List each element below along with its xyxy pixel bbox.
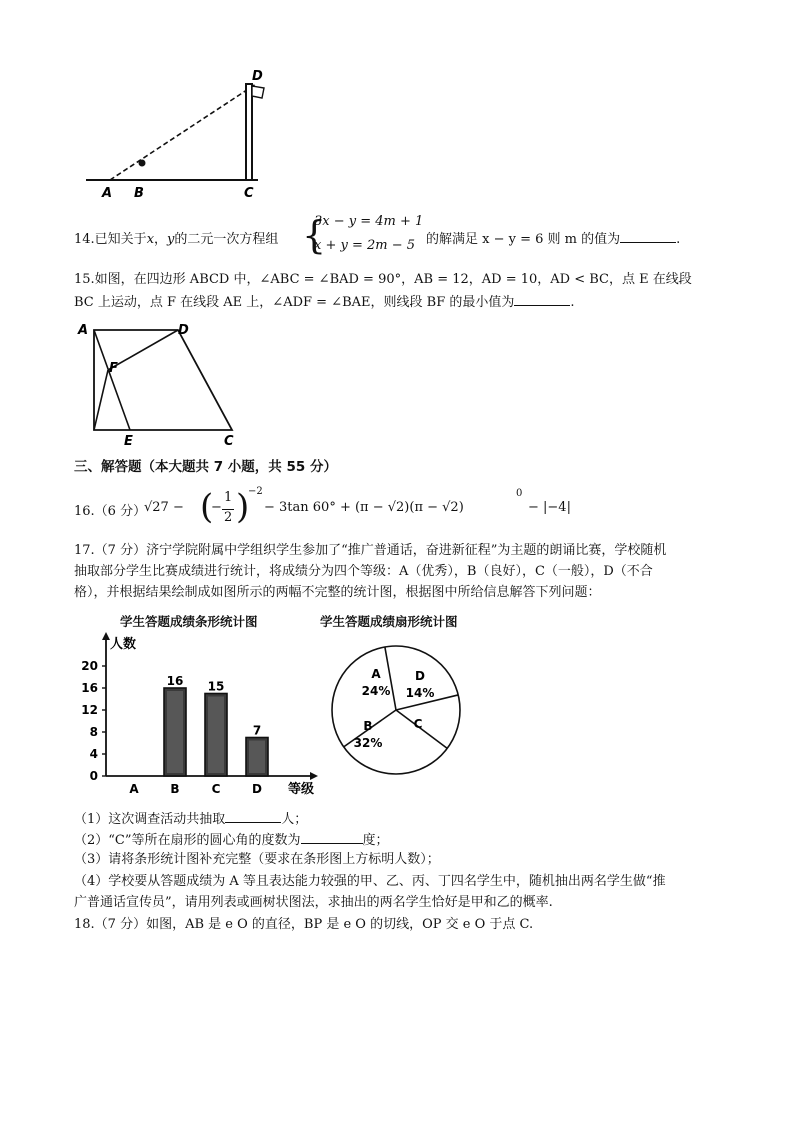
pie-slice-label-A: A <box>371 667 381 681</box>
q14-condition: 的解满足 x − y = 6 则 m 的值为 <box>426 232 621 247</box>
q17-sub1-b: 人； <box>281 812 308 827</box>
post <box>246 84 252 180</box>
q16-exp2: 0 <box>516 488 523 499</box>
label-E: E <box>124 434 133 449</box>
q14-var-y: y <box>167 232 175 247</box>
x-axis-arrow <box>310 772 318 780</box>
y-tick-label: 4 <box>89 747 98 761</box>
q15-line2-wrap <box>74 291 574 313</box>
bar-texture <box>167 691 183 773</box>
q17-line3: 格），并根据结果绘制成如图所示的两幅不完整的统计图，根据图中所给信息解答下列问题： <box>74 585 601 600</box>
q17-sub4-line1: （4）学校要从答题成绩为 A 等且表达能力较强的甲、乙、丙、丁四名学生中，随机抽出两名学生做“推 <box>74 874 666 889</box>
pie-percent-label: 14% <box>405 686 435 700</box>
q16-expr-a: √27 − <box>144 500 184 515</box>
q14-answer-blank[interactable] <box>620 228 676 243</box>
pie-slice-label-C: C <box>413 717 423 731</box>
label-D: D <box>178 323 189 338</box>
label-A: A <box>78 323 89 338</box>
question-16 <box>74 486 634 530</box>
segment-DF <box>108 330 178 370</box>
y-tick-label: 0 <box>89 769 98 783</box>
sight-line <box>110 84 256 180</box>
q16-expr-b: − 3tan 60° + (π − √2)(π − √2) <box>264 500 464 515</box>
q15-answer-blank[interactable] <box>514 291 570 306</box>
q17-sub2-blank[interactable] <box>301 829 363 844</box>
bar-value-label: 16 <box>166 674 184 688</box>
q18-text: 18.（7 分）如图，AB 是 e O 的直径，BP 是 e O 的切线，OP 交 e O 于点 C. <box>74 917 534 932</box>
y-axis-label: 人数 <box>110 637 137 652</box>
pie-chart <box>326 640 466 780</box>
pie-percent-label: 32% <box>353 736 383 750</box>
q16-frac-den: 2 <box>224 510 233 525</box>
pie-chart-title: 学生答题成绩扇形统计图 <box>320 614 458 629</box>
bar-chart <box>76 630 326 802</box>
q17-sub1 <box>74 808 307 830</box>
q15-line2: BC 上运动，点 F 在线段 AE 上，∠ADF = ∠BAE，则线段 BF 的最小值为 <box>74 295 515 310</box>
x-tick-label: B <box>170 782 180 796</box>
q16-frac-minus: − <box>211 500 222 515</box>
q16-expr-c: − |−4| <box>528 500 571 515</box>
x-tick-label: D <box>252 782 262 796</box>
x-axis-label: 等级 <box>288 782 315 797</box>
q14-end: . <box>676 232 681 247</box>
q16-frac-num: 1 <box>224 490 233 505</box>
pie-slice-label-D: D <box>415 669 425 683</box>
bar-chart-title: 学生答题成绩条形统计图 <box>120 614 258 629</box>
q17-sub2 <box>74 829 389 851</box>
q17-sub2-b: 度； <box>362 833 389 848</box>
q17-line2: 抽取部分学生比赛成绩进行统计，将成绩分为四个等级：A（优秀），B（良好），C（一般），D（不合 <box>74 564 653 579</box>
bar-texture <box>249 741 265 774</box>
figure-13 <box>80 62 280 202</box>
q17-sub1-blank[interactable] <box>225 808 281 823</box>
label-C: C <box>224 434 234 449</box>
q16-exp1: −2 <box>248 486 263 497</box>
label-C: C <box>244 186 254 201</box>
q17-line1: 17.（7 分）济宁学院附属中学组织学生参加了“推广普通话，奋进新征程”为主题的朗诵比赛，学校随机 <box>74 543 667 558</box>
segment-BF <box>94 370 108 430</box>
point-marker <box>139 160 146 167</box>
flag <box>252 86 264 98</box>
pie-slice-label-B: B <box>363 719 373 733</box>
label-A: A <box>102 186 113 201</box>
q14-var-x: x <box>146 232 155 247</box>
bar-texture <box>208 697 224 774</box>
paren-left: ( <box>200 487 214 527</box>
q17-sub1-a: （1）这次调查活动共抽取 <box>74 812 226 827</box>
q14-middle: 的二元一次方程组 <box>174 232 279 247</box>
y-axis-arrow <box>102 632 110 640</box>
q14-prefix: 14.已知关于 <box>74 232 147 247</box>
system-brace: { <box>302 213 327 257</box>
y-tick-label: 12 <box>81 703 98 717</box>
q15-line1: 15.如图，在四边形 ABCD 中，∠ABC = ∠BAD = 90°，AB = 12，AD = 10，AD < BC，点 E 在线段 <box>74 272 692 287</box>
q17-sub3: （3）请将条形统计图补充完整（要求在条形图上方标明人数）； <box>74 852 440 867</box>
x-tick-label: A <box>129 782 139 796</box>
q16-prefix: 16.（6 分） <box>74 504 147 519</box>
q17-sub4-line2: 广普通话宣传员”，请用列表或画树状图法，求抽出的两名学生恰好是甲和乙的概率. <box>74 895 553 910</box>
quadrilateral <box>94 330 232 430</box>
label-B: B <box>134 186 144 201</box>
q14-eq1: 3x − y = 4m + 1 <box>314 214 424 229</box>
bar-value-label: 7 <box>252 723 262 738</box>
label-F: F <box>109 361 118 376</box>
q14-eq2: x + y = 2m − 5 <box>314 238 416 253</box>
segment-AE <box>94 330 130 430</box>
q14-sep: ， <box>154 232 168 247</box>
x-tick-label: C <box>211 782 221 796</box>
section-3-title: 三、解答题（本大题共 7 小题，共 55 分） <box>74 459 337 475</box>
figure-15 <box>72 318 252 450</box>
q17-sub2-a: （2）“C”等所在扇形的圆心角的度数为 <box>74 833 301 848</box>
y-tick-label: 16 <box>81 681 98 695</box>
y-tick-label: 8 <box>89 725 98 739</box>
pie-percent-label: 24% <box>361 684 391 698</box>
label-D: D <box>252 69 263 84</box>
y-tick-label: 20 <box>81 659 98 673</box>
question-14 <box>74 214 754 262</box>
bar-value-label: 15 <box>207 679 225 694</box>
paren-right: ) <box>236 487 250 527</box>
q15-end: . <box>570 295 575 310</box>
